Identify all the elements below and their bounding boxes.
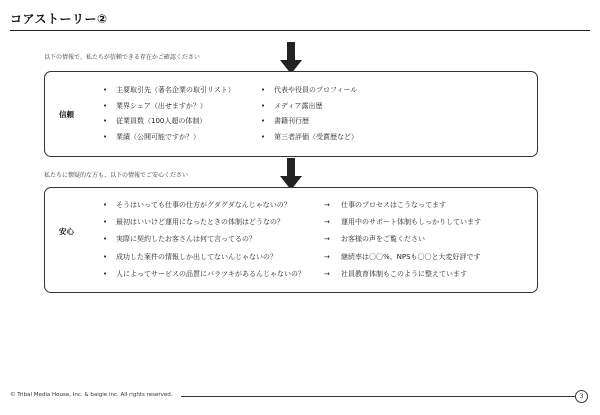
right-arrow-icon: → — [324, 218, 330, 227]
answer-text: 仕事のプロセスはこうなってます — [341, 201, 446, 209]
bullet-icon: • — [103, 117, 108, 125]
bullet-icon: • — [261, 86, 266, 94]
list-item: • 業界シェア（出せますか？） — [103, 101, 207, 110]
footer-divider — [181, 396, 575, 397]
bullet-icon: • — [103, 269, 108, 278]
page-number-badge: 3 — [575, 390, 588, 403]
right-arrow-icon: → — [324, 201, 330, 209]
list-item: • 代表や役員のプロフィール — [261, 86, 358, 94]
reassurance-panel — [44, 187, 538, 293]
title-divider — [10, 30, 590, 31]
trust-label: 信頼 — [59, 110, 74, 119]
list-item: • 業績（公開可能ですか？） — [103, 132, 200, 141]
answer-text: 継続率は〇〇%、NPSも〇〇と大変好評です — [341, 252, 481, 261]
list-item: • 主要取引先（著名企業の取引リスト） — [103, 86, 235, 94]
bullet-icon: • — [103, 101, 108, 110]
bullet-icon: • — [261, 117, 266, 125]
list-item: • メディア露出歴 — [261, 101, 323, 110]
trust-list-left — [103, 85, 235, 147]
bullet-icon: • — [103, 201, 108, 209]
page-title: コアストーリー② — [10, 12, 108, 26]
bullet-icon: • — [103, 235, 108, 244]
bullet-icon: • — [103, 86, 108, 94]
bullet-icon: • — [103, 132, 108, 141]
answer-text: お客様の声をご覧ください — [341, 235, 425, 244]
bullet-icon: • — [261, 132, 266, 141]
list-item: • 書籍刊行歴 — [261, 117, 309, 125]
answer-text: 運用中のサポート体制もしっかりしています — [341, 218, 481, 227]
concern-text: 最初はいいけど運用になったときの体制はどうなの？ — [116, 218, 284, 227]
concern-text: そうはいっても仕事の仕方がグダグダなんじゃないの？ — [116, 201, 291, 209]
list-item: • 第三者評価（受賞歴など） — [261, 132, 358, 141]
down-arrow-icon — [280, 42, 302, 74]
concern-text: 人によってサービスの品質にバラツキがあるんじゃないの？ — [116, 269, 305, 278]
section2-note: 私たちに懐疑的な方も、以下の情報でご安心ください — [44, 172, 189, 179]
concern-text: 成功した案件の情報しか出してないんじゃないの？ — [116, 252, 277, 261]
concern-text: 実際に契約したお客さんは何て言ってるの？ — [116, 235, 256, 244]
bullet-icon: • — [261, 101, 266, 110]
bullet-icon: • — [103, 218, 108, 227]
right-arrow-icon: → — [324, 269, 330, 278]
reassurance-label: 安心 — [59, 227, 74, 236]
down-arrow-icon — [280, 158, 302, 190]
copyright-text: © Tribal Media House, Inc. & baigie inc. All rights reserved. — [10, 392, 173, 398]
trust-list-right — [261, 85, 358, 147]
answer-text: 社員教育体制もこのように整えています — [341, 269, 467, 278]
bullet-icon: • — [103, 252, 108, 261]
trust-panel — [44, 71, 538, 157]
right-arrow-icon: → — [324, 252, 330, 261]
section1-note: 以下の情報で、私たちが信頼できる存在かご確認ください — [44, 54, 200, 61]
right-arrow-icon: → — [324, 235, 330, 244]
list-item: • 従業員数（100人超の体制） — [103, 117, 207, 125]
